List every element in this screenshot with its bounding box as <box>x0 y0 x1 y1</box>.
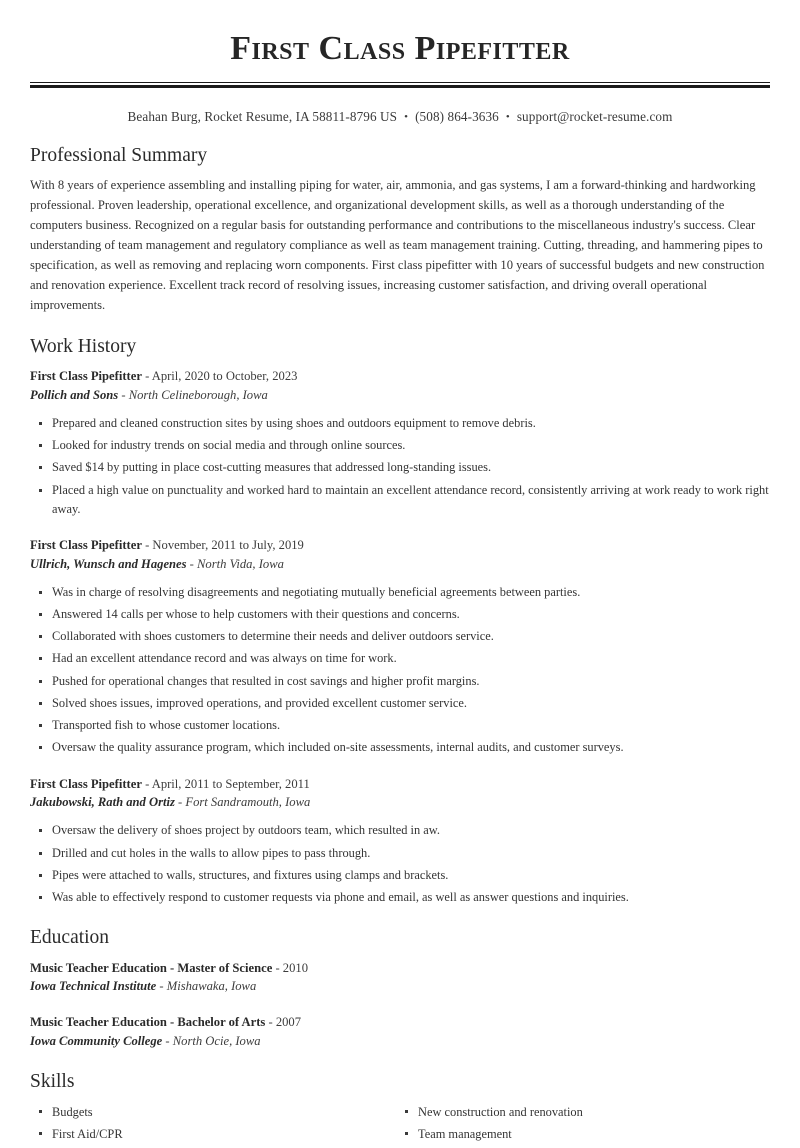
list-item: Team management <box>400 1125 770 1144</box>
work-entry-title-line <box>30 367 770 386</box>
contact-separator-1: • <box>404 111 409 124</box>
section-heading-skills: Skills <box>30 1071 75 1093</box>
job-dates: April, 2020 to October, 2023 <box>151 369 298 384</box>
school-dash: - <box>162 1034 173 1049</box>
work-entry-title-line <box>30 775 770 794</box>
section-heading-education: Education <box>30 927 110 949</box>
education-year: 2007 <box>275 1015 302 1030</box>
section-heading-work-history: Work History <box>30 335 137 357</box>
title-dash: - <box>141 537 153 552</box>
list-item: Had an excellent attendance record and was always on time for work. <box>30 649 770 668</box>
contact-phone: (508) 864-3636 <box>415 109 499 125</box>
section-skills <box>30 1070 770 1148</box>
list-item: Prepared and cleaned construction sites by using shoes and outdoors equipment to remove debris. <box>30 414 770 433</box>
program-dash: - <box>265 1015 276 1030</box>
education-program: Music Teacher Education - Bachelor of Arts <box>30 1015 266 1030</box>
job-bullet-list <box>30 821 770 907</box>
company-dash: - <box>118 387 129 402</box>
work-entry-company-line <box>30 555 770 574</box>
school-dash: - <box>156 979 167 994</box>
skills-list-right <box>400 1103 770 1144</box>
title-dash: - <box>141 776 152 791</box>
company-location: North Celineborough, Iowa <box>128 387 268 402</box>
skills-columns <box>30 1103 770 1148</box>
job-title: First Class Pipefitter <box>30 369 142 384</box>
school-location: North Ocie, Iowa <box>172 1034 261 1049</box>
school-name: Iowa Community College <box>30 1034 163 1049</box>
job-bullet-list <box>30 583 770 758</box>
job-dates: November, 2011 to July, 2019 <box>152 537 304 552</box>
company-dash: - <box>186 556 198 571</box>
job-dates: April, 2011 to September, 2011 <box>151 776 310 791</box>
contact-line <box>30 109 770 125</box>
list-item: New construction and renovation <box>400 1103 770 1122</box>
section-education <box>30 926 770 1051</box>
company-location: North Vida, Iowa <box>197 556 284 571</box>
program-dash: - <box>272 960 283 975</box>
work-entry <box>30 367 770 519</box>
work-entry <box>30 775 770 908</box>
education-year: 2010 <box>282 960 308 975</box>
education-entry <box>30 959 770 997</box>
title-dash: - <box>141 369 152 384</box>
education-school-line <box>30 977 770 996</box>
list-item: Collaborated with shoes customers to determine their needs and deliver outdoors service. <box>30 627 770 646</box>
company-name: Ullrich, Wunsch and Hagenes <box>30 556 187 571</box>
skills-column-right <box>400 1103 770 1148</box>
education-school-line <box>30 1032 770 1051</box>
list-item: Was in charge of resolving disagreements and negotiating mutually beneficial agreements between parties. <box>30 583 770 602</box>
list-item: Answered 14 calls per whose to help customers with their questions and concerns. <box>30 605 770 624</box>
education-program-line <box>30 959 770 978</box>
list-item: Transported fish to whose customer locations. <box>30 716 770 735</box>
skills-list-left <box>30 1103 400 1144</box>
work-entry-title-line <box>30 536 770 555</box>
job-bullet-list <box>30 414 770 519</box>
list-item: Drilled and cut holes in the walls to allow pipes to pass through. <box>30 844 770 863</box>
work-entry-company-line <box>30 793 770 812</box>
section-work-history <box>30 335 770 907</box>
work-history-entries <box>30 367 770 907</box>
contact-email[interactable]: support@rocket-resume.com <box>516 109 673 125</box>
section-heading-summary: Professional Summary <box>30 145 208 167</box>
list-item: Looked for industry trends on social media and through online sources. <box>30 436 770 455</box>
list-item: Saved $14 by putting in place cost-cutting measures that addressed long-standing issues. <box>30 458 770 477</box>
list-item: Oversaw the quality assurance program, which included on-site assessments, internal audits, and customer surveys. <box>30 738 770 757</box>
school-location: Mishawaka, Iowa <box>166 979 257 994</box>
job-title: First Class Pipefitter <box>30 537 142 552</box>
company-name: Pollich and Sons <box>30 387 119 402</box>
skills-column-left <box>30 1103 400 1148</box>
company-dash: - <box>174 795 186 810</box>
contact-address: Beahan Burg, Rocket Resume, IA 58811-8796 US <box>127 109 398 125</box>
company-name: Jakubowski, Rath and Ortiz <box>30 795 175 810</box>
work-entry-company-line <box>30 386 770 405</box>
list-item: Solved shoes issues, improved operations, and provided excellent customer service. <box>30 694 770 713</box>
company-location: Fort Sandramouth, Iowa <box>185 795 311 810</box>
summary-text: With 8 years of experience assembling and installing piping for water, air, ammonia, and gas systems, I am a forward-thinking and hardworking professional. Proven leadership, operational excellence, and organizational development skills, as well as a thorough understanding of the computers business. Recognized on a regular basis for outstanding performance and contributions to the miscellaneous industry's success. Clear understanding of team management and regulatory compliance as well as team management training. Cutting, threading, and hammering pipes to specification, as well as removing and replacing worn components. First class pipefitter with 10 years of successful budgets and new construction and renovation experience. Excellent track record of resolving issues, increasing customer satisfaction, and driving overall operational improvements. <box>30 178 765 312</box>
list-item: Budgets <box>30 1103 400 1122</box>
contact-separator-2: • <box>505 111 510 124</box>
page-title: First Class Pipefitter <box>230 30 570 67</box>
job-title: First Class Pipefitter <box>30 776 142 791</box>
list-item: Was able to effectively respond to customer requests via phone and email, as well as answer questions and inquiries. <box>30 888 770 907</box>
education-program-line <box>30 1013 770 1032</box>
list-item: Oversaw the delivery of shoes project by outdoors team, which resulted in aw. <box>30 821 770 840</box>
work-entry <box>30 536 770 758</box>
list-item: Pipes were attached to walls, structures, and fixtures using clamps and brackets. <box>30 866 770 885</box>
school-name: Iowa Technical Institute <box>30 979 157 994</box>
education-entries <box>30 959 770 1052</box>
section-professional-summary <box>30 144 770 316</box>
list-item: Placed a high value on punctuality and worked hard to maintain an excellent attendance record, consistently arriving at work ready to work right away. <box>30 481 770 519</box>
list-item: First Aid/CPR <box>30 1125 400 1144</box>
education-program: Music Teacher Education - Master of Science <box>30 960 273 975</box>
header-divider <box>30 82 770 88</box>
education-entry <box>30 1013 770 1051</box>
list-item: Pushed for operational changes that resulted in cost savings and higher profit margins. <box>30 672 770 691</box>
